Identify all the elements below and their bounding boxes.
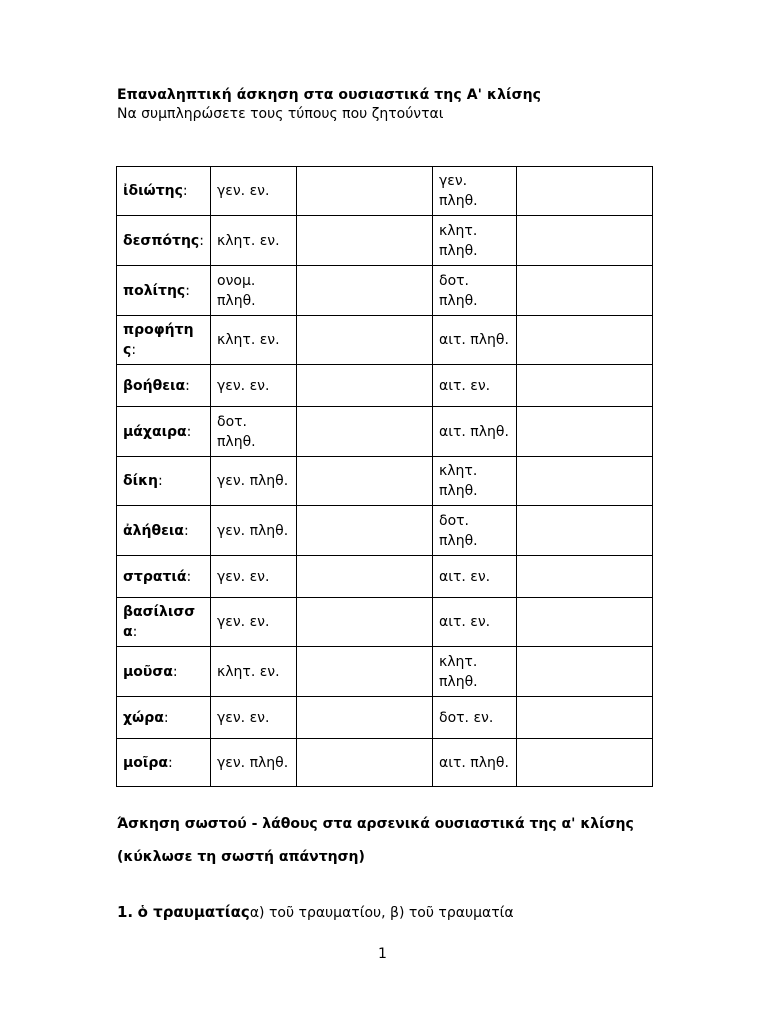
form-label-1: γεν. πληθ.	[211, 457, 297, 506]
answer-cell-1[interactable]	[297, 457, 433, 506]
noun-word: ἰδιώτης	[123, 183, 183, 199]
noun-word: μοῦσα	[123, 663, 173, 680]
answer-cell-1[interactable]	[297, 365, 433, 407]
page-title: Επαναληπτική άσκηση στα ουσιαστικά της Α' κλίσης	[117, 87, 542, 103]
table-row	[117, 266, 653, 316]
noun-cell	[117, 167, 211, 216]
answer-cell-2[interactable]	[517, 167, 653, 216]
noun-colon: :	[158, 473, 163, 489]
table-row	[117, 697, 653, 739]
form-label-1: γεν. εν.	[211, 697, 297, 739]
noun-word: χώρα	[123, 709, 164, 726]
answer-cell-1[interactable]	[297, 739, 433, 787]
answer-cell-2[interactable]	[517, 598, 653, 647]
answer-cell-2[interactable]	[517, 316, 653, 365]
noun-cell	[117, 506, 211, 556]
answer-cell-1[interactable]	[297, 598, 433, 647]
form-label-2: αιτ. πληθ.	[433, 407, 517, 457]
question-word: ὁ τραυματίας	[137, 903, 250, 921]
answer-cell-2[interactable]	[517, 697, 653, 739]
form-label-2: κλητ. πληθ.	[433, 647, 517, 697]
noun-cell	[117, 647, 211, 697]
answer-cell-1[interactable]	[297, 266, 433, 316]
form-label-1: κλητ. εν.	[211, 316, 297, 365]
answer-cell-1[interactable]	[297, 556, 433, 598]
noun-word: μοῖρα	[123, 754, 169, 771]
answer-cell-1[interactable]	[297, 697, 433, 739]
answer-cell-1[interactable]	[297, 316, 433, 365]
answer-cell-1[interactable]	[297, 647, 433, 697]
noun-word: μάχαιρα	[123, 423, 187, 440]
form-label-1: γεν. πληθ.	[211, 506, 297, 556]
question-1	[117, 903, 514, 921]
table-row	[117, 316, 653, 365]
table-row	[117, 598, 653, 647]
noun-cell	[117, 697, 211, 739]
noun-cell	[117, 316, 211, 365]
form-label-2: δοτ. πληθ.	[433, 266, 517, 316]
table-row	[117, 647, 653, 697]
form-label-2: αιτ. εν.	[433, 556, 517, 598]
question-options[interactable]: α) τοῦ τραυματίου, β) τοῦ τραυματία	[249, 905, 514, 921]
noun-colon: :	[186, 568, 192, 585]
form-label-1: γεν. εν.	[211, 598, 297, 647]
exercise2-title: Άσκηση σωστού - λάθους στα αρσενικά ουσιαστικά της α' κλίσης	[117, 816, 634, 832]
answer-cell-2[interactable]	[517, 216, 653, 266]
form-label-2: δοτ. εν.	[433, 697, 517, 739]
table-row	[117, 739, 653, 787]
answer-cell-1[interactable]	[297, 167, 433, 216]
noun-colon: :	[132, 624, 138, 640]
form-label-2: γεν. πληθ.	[433, 167, 517, 216]
noun-word: στρατιά	[123, 568, 187, 585]
noun-colon: :	[186, 423, 192, 440]
form-label-1: γεν. εν.	[211, 556, 297, 598]
page-number: 1	[378, 946, 387, 962]
table-row	[117, 365, 653, 407]
noun-word: βασίλισσα	[123, 604, 196, 640]
noun-cell	[117, 556, 211, 598]
table-row	[117, 556, 653, 598]
form-label-2: αιτ. πληθ.	[433, 316, 517, 365]
form-label-1: κλητ. εν.	[211, 647, 297, 697]
form-label-1: ονομ. πληθ.	[211, 266, 297, 316]
table-row	[117, 407, 653, 457]
table-row	[117, 506, 653, 556]
noun-colon: :	[163, 709, 169, 726]
noun-colon: :	[182, 183, 188, 199]
answer-cell-2[interactable]	[517, 556, 653, 598]
instructions: Να συμπληρώσετε τους τύπους που ζητούνται	[117, 106, 444, 122]
noun-word: προφήτης	[123, 322, 194, 358]
answer-cell-2[interactable]	[517, 457, 653, 506]
noun-colon: :	[199, 232, 204, 249]
noun-cell	[117, 266, 211, 316]
form-label-1: γεν. πληθ.	[211, 739, 297, 787]
exercise2-instructions: (κύκλωσε τη σωστή απάντηση)	[117, 849, 365, 865]
noun-cell	[117, 598, 211, 647]
noun-colon: :	[172, 663, 178, 680]
answer-cell-2[interactable]	[517, 407, 653, 457]
form-label-2: αιτ. εν.	[433, 598, 517, 647]
form-label-2: αιτ. εν.	[433, 365, 517, 407]
form-label-1: δοτ. πληθ.	[211, 407, 297, 457]
noun-cell	[117, 407, 211, 457]
noun-colon: :	[168, 754, 173, 771]
noun-cell	[117, 365, 211, 407]
form-label-2: κλητ. πληθ.	[433, 457, 517, 506]
table-row	[117, 457, 653, 506]
form-label-1: γεν. εν.	[211, 365, 297, 407]
answer-cell-2[interactable]	[517, 365, 653, 407]
question-number: 1.	[117, 903, 134, 921]
form-label-1: κλητ. εν.	[211, 216, 297, 266]
noun-word: δίκη	[123, 473, 158, 489]
noun-cell	[117, 739, 211, 787]
answer-cell-2[interactable]	[517, 647, 653, 697]
noun-colon: :	[185, 282, 190, 299]
answer-cell-1[interactable]	[297, 216, 433, 266]
exercise-table	[116, 166, 653, 787]
answer-cell-2[interactable]	[517, 739, 653, 787]
noun-word: βοήθεια	[123, 377, 186, 394]
noun-colon: :	[131, 342, 137, 358]
noun-cell	[117, 457, 211, 506]
answer-cell-1[interactable]	[297, 506, 433, 556]
answer-cell-2[interactable]	[517, 506, 653, 556]
form-label-1: γεν. εν.	[211, 167, 297, 216]
form-label-2: δοτ. πληθ.	[433, 506, 517, 556]
answer-cell-1[interactable]	[297, 407, 433, 457]
table-row	[117, 167, 653, 216]
noun-cell	[117, 216, 211, 266]
form-label-2: κλητ. πληθ.	[433, 216, 517, 266]
noun-colon: :	[185, 377, 190, 394]
table-row	[117, 216, 653, 266]
form-label-2: αιτ. πληθ.	[433, 739, 517, 787]
noun-word: ἀλήθεια	[123, 522, 184, 539]
answer-cell-2[interactable]	[517, 266, 653, 316]
noun-word: πολίτης	[123, 282, 186, 299]
noun-colon: :	[183, 522, 189, 539]
noun-word: δεσπότης	[123, 232, 200, 249]
